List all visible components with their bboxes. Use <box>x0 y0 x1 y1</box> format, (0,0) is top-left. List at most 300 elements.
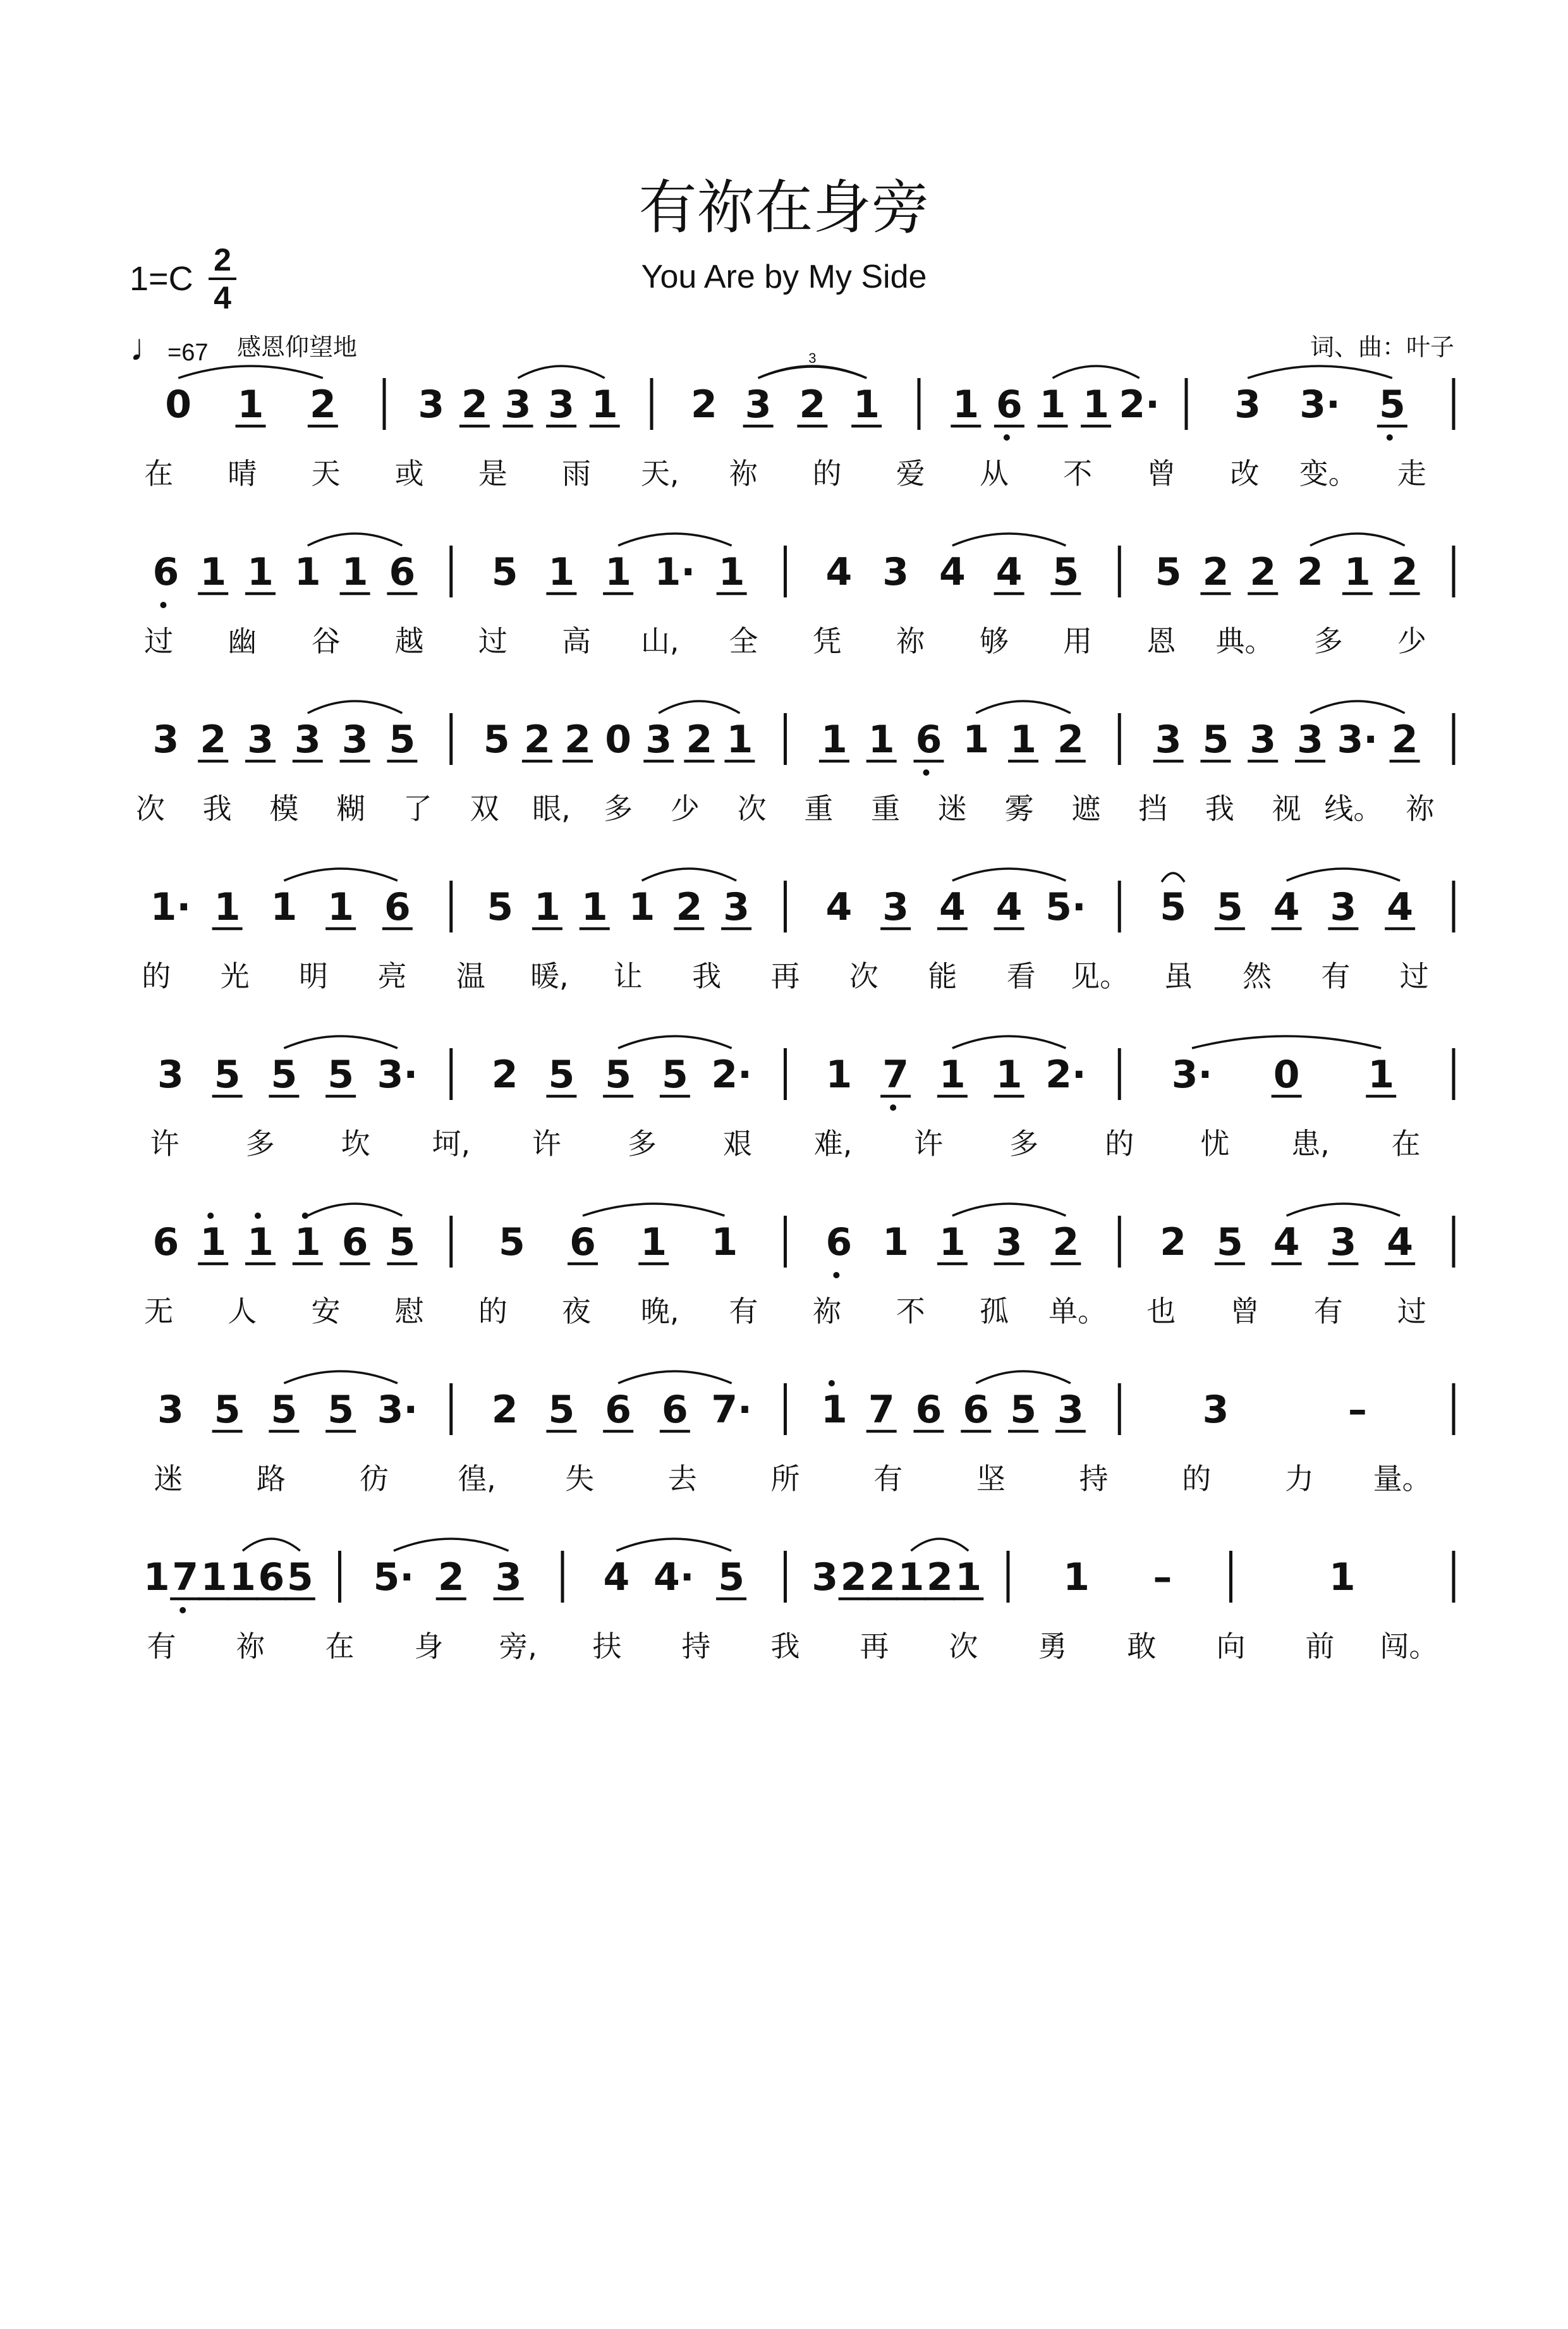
note: 1 <box>825 1053 853 1097</box>
lyric-syllable: 次 <box>849 959 878 993</box>
lyric-syllable: 典。 <box>1215 624 1274 658</box>
lyric-syllable: 无 <box>144 1294 174 1328</box>
lyric-syllable: 变。 <box>1299 456 1358 491</box>
note: 2 <box>524 718 550 762</box>
note: 1 <box>200 1220 227 1264</box>
note: 5 <box>327 1053 354 1097</box>
slur <box>394 1539 509 1551</box>
note: 4 <box>825 550 853 594</box>
key-signature: 1=C <box>130 260 193 298</box>
slur <box>911 1539 968 1551</box>
octave-dot-below <box>1004 434 1010 441</box>
octave-dot-above <box>302 1213 308 1219</box>
note: 1 <box>939 1220 966 1264</box>
note: 6 <box>825 1220 853 1264</box>
lyric-syllable: 多 <box>245 1127 275 1161</box>
lyric-syllable: 许 <box>914 1127 944 1161</box>
note: 3 <box>1330 1220 1357 1264</box>
note: 1 <box>341 550 368 594</box>
note: 4 <box>1273 885 1300 929</box>
lyric-syllable: 有 <box>1321 959 1351 993</box>
lyric-syllable: 过 <box>1399 959 1429 993</box>
slur <box>1310 701 1405 713</box>
note: 0 <box>605 718 631 762</box>
slur <box>284 1036 398 1048</box>
slur <box>284 1371 398 1383</box>
note: 0 <box>1273 1053 1300 1097</box>
slur <box>618 1371 732 1383</box>
note: 6 <box>152 1220 179 1264</box>
note: 3 <box>1297 718 1323 762</box>
lyric-syllable: 雾 <box>1004 792 1034 826</box>
slur <box>308 701 403 713</box>
lyric-syllable: 然 <box>1242 959 1272 993</box>
time-signature-bottom: 4 <box>214 280 231 315</box>
note: 4 <box>995 550 1023 594</box>
note: 1 <box>605 550 631 594</box>
lyric-syllable: 糊 <box>336 792 366 826</box>
note: 5 <box>1217 1220 1243 1264</box>
note: 3 <box>811 1555 839 1599</box>
note: 2 <box>799 382 826 427</box>
lyric-syllable: 夜 <box>562 1294 592 1328</box>
lyric-syllable: 全 <box>729 624 758 658</box>
note: 1 <box>640 1220 667 1264</box>
slur <box>618 534 732 546</box>
lyric-syllable: 祢 <box>236 1629 265 1663</box>
lyric-syllable: 虽 <box>1164 959 1193 993</box>
note: 5 <box>487 885 514 929</box>
slur <box>616 1539 731 1551</box>
lyric-syllable: 了 <box>403 792 432 826</box>
lyric-syllable: 持 <box>681 1629 711 1663</box>
lyric-syllable: 够 <box>979 624 1009 658</box>
lyric-syllable: 过 <box>144 624 174 658</box>
lyric-syllable: 难, <box>813 1127 853 1161</box>
note: 1 <box>229 1555 256 1599</box>
note: 6 <box>569 1220 596 1264</box>
note: 3· <box>1171 1053 1213 1097</box>
note: 3 <box>341 718 368 762</box>
note: 5 <box>491 550 518 594</box>
lyric-syllable: 许 <box>532 1127 561 1161</box>
note: 3 <box>1202 1388 1229 1432</box>
note: 3 <box>1057 1388 1084 1432</box>
note: 4 <box>1387 1220 1413 1264</box>
note: 2 <box>1202 550 1229 594</box>
lyric-syllable: 在 <box>144 456 174 491</box>
quarter-note-icon: ♩ <box>130 326 167 369</box>
lyric-syllable: 见。 <box>1071 959 1129 993</box>
note: 1 <box>1039 382 1066 427</box>
slur <box>1248 366 1392 378</box>
note: 2 <box>691 382 717 427</box>
slur <box>976 1371 1071 1383</box>
note: 2· <box>1119 382 1160 427</box>
lyric-syllable: 身 <box>414 1629 444 1663</box>
note: 3 <box>157 1388 184 1432</box>
lyric-syllable: 许 <box>150 1127 179 1161</box>
note: 2 <box>309 382 336 427</box>
lyric-syllable: 安 <box>311 1294 341 1328</box>
lyric-syllable: 是 <box>478 456 507 491</box>
lyric-syllable: 高 <box>562 624 592 658</box>
lyric-syllable: 用 <box>1063 624 1093 658</box>
note: 6 <box>915 1388 942 1432</box>
lyric-syllable: 路 <box>257 1462 286 1496</box>
note: – <box>1153 1555 1172 1599</box>
lyric-syllable: 挡 <box>1138 792 1168 826</box>
time-signature-top: 2 <box>214 242 231 278</box>
lyric-syllable: 人 <box>228 1294 257 1328</box>
lyric-syllable: 持 <box>1079 1462 1109 1496</box>
note: 1 <box>821 1388 848 1432</box>
note: 5 <box>214 1388 241 1432</box>
note: 1 <box>214 885 241 929</box>
slur <box>1287 1204 1401 1216</box>
lyric-syllable: 敢 <box>1127 1629 1157 1663</box>
lyric-syllable: 坷, <box>432 1127 471 1161</box>
note: 5 <box>662 1053 688 1097</box>
lyric-syllable: 也 <box>1146 1294 1176 1328</box>
note: 1 <box>143 1555 170 1599</box>
note: 3 <box>495 1555 522 1599</box>
lyric-syllable: 我 <box>692 959 722 993</box>
slur <box>642 869 737 881</box>
slur <box>178 366 323 378</box>
note: 2· <box>1045 1053 1086 1097</box>
lyric-syllable: 模 <box>269 792 299 826</box>
note: 1 <box>821 718 848 762</box>
note: 2 <box>1297 550 1323 594</box>
lyric-syllable: 过 <box>1397 1294 1426 1328</box>
note: 5 <box>327 1388 354 1432</box>
lyric-syllable: 患, <box>1291 1127 1330 1161</box>
note: 5· <box>373 1555 415 1599</box>
octave-dot-below <box>923 769 929 776</box>
lyric-syllable: 单。 <box>1048 1294 1107 1328</box>
note: 3 <box>294 718 321 762</box>
note: 7 <box>882 1053 909 1097</box>
expression-marking: 感恩仰望地 <box>237 333 358 361</box>
note: 5 <box>548 1053 575 1097</box>
note: 3 <box>995 1220 1023 1264</box>
note: 4 <box>1387 885 1413 929</box>
note: 4 <box>1273 1220 1300 1264</box>
note: 2 <box>927 1555 953 1599</box>
note: 6 <box>389 550 416 594</box>
note: 2 <box>491 1388 518 1432</box>
slur <box>518 366 605 378</box>
lyric-syllable: 不 <box>1063 456 1093 491</box>
note: 2 <box>461 382 488 427</box>
slur <box>952 1204 1066 1216</box>
note: 1 <box>327 885 354 929</box>
lyric-syllable: 晚, <box>640 1294 679 1328</box>
note: 1 <box>853 382 880 427</box>
note: 1 <box>1083 382 1109 427</box>
lyric-syllable: 温 <box>456 959 485 993</box>
lyric-syllable: 有 <box>873 1462 903 1496</box>
note: 4 <box>939 885 966 929</box>
note: 3· <box>377 1388 418 1432</box>
octave-dot-below <box>160 602 166 608</box>
lyric-syllable: 让 <box>613 959 643 993</box>
lyric-syllable: 力 <box>1284 1462 1314 1496</box>
lyric-syllable: 慰 <box>394 1294 424 1328</box>
lyric-syllable: 的 <box>142 959 171 993</box>
note: 1 <box>955 1555 982 1599</box>
lyric-syllable: 忧 <box>1200 1127 1230 1161</box>
lyric-syllable: 再 <box>860 1629 889 1663</box>
note: 1 <box>897 1555 925 1599</box>
note: 2 <box>686 718 713 762</box>
lyric-syllable: 不 <box>896 1294 925 1328</box>
note: 1 <box>711 1220 738 1264</box>
note: 2 <box>491 1053 518 1097</box>
note: 1 <box>718 550 745 594</box>
fermata-icon <box>1162 873 1184 882</box>
note: 3 <box>882 550 909 594</box>
note: 3 <box>152 718 179 762</box>
note: 3 <box>157 1053 184 1097</box>
note: 3 <box>1155 718 1182 762</box>
note: 7· <box>711 1388 752 1432</box>
slur <box>243 1539 300 1551</box>
note: 6 <box>384 885 411 929</box>
song-subtitle: You Are by My Side <box>641 259 927 295</box>
note: 1· <box>150 885 191 929</box>
note: 1 <box>1063 1555 1090 1599</box>
note: 5 <box>498 1220 525 1264</box>
note: 2· <box>711 1053 752 1097</box>
note: 1 <box>548 550 575 594</box>
note: 0 <box>165 382 192 427</box>
note: 6 <box>963 1388 990 1432</box>
note: 1 <box>270 885 298 929</box>
lyric-syllable: 线。 <box>1324 792 1383 826</box>
lyric-syllable: 次 <box>949 1629 978 1663</box>
note: 1 <box>995 1053 1023 1097</box>
lyric-syllable: 曾 <box>1230 1294 1260 1328</box>
slur <box>1192 1036 1381 1048</box>
slur <box>618 1036 732 1048</box>
note: 6 <box>996 382 1023 427</box>
note: 5 <box>1052 550 1079 594</box>
note: 3 <box>1234 382 1261 427</box>
lyric-syllable: 我 <box>202 792 232 826</box>
lyric-syllable: 坎 <box>341 1127 370 1161</box>
slur <box>952 1036 1066 1048</box>
slur <box>308 534 403 546</box>
lyric-syllable: 彷 <box>359 1462 389 1496</box>
note: 2 <box>869 1555 896 1599</box>
tuplet-number: 3 <box>808 350 817 366</box>
lyric-syllable: 天, <box>640 456 679 491</box>
lyric-syllable: 暖, <box>530 959 569 993</box>
lyric-syllable: 祢 <box>812 1294 842 1328</box>
lyric-syllable: 的 <box>812 456 842 491</box>
lyric-syllable: 量。 <box>1373 1462 1431 1496</box>
lyric-syllable: 我 <box>1205 792 1234 826</box>
slur <box>284 869 398 881</box>
lyric-syllable: 曾 <box>1146 456 1176 491</box>
note: 1 <box>534 885 561 929</box>
lyric-syllable: 幽 <box>228 624 257 658</box>
note: 4 <box>603 1555 630 1599</box>
lyric-syllable: 看 <box>1006 959 1036 993</box>
note: 5 <box>1155 550 1182 594</box>
note: 3 <box>645 718 672 762</box>
lyric-syllable: 有 <box>729 1294 758 1328</box>
note: 6 <box>341 1220 368 1264</box>
note: 7 <box>868 1388 895 1432</box>
note: 5 <box>1202 718 1229 762</box>
note: 7 <box>172 1555 198 1599</box>
octave-dot-below <box>1387 434 1393 441</box>
note: 5 <box>270 1053 298 1097</box>
lyric-syllable: 重 <box>871 792 901 826</box>
note: 5 <box>548 1388 575 1432</box>
lyric-syllable: 少 <box>670 792 700 826</box>
note: 2 <box>1160 1220 1186 1264</box>
note: 3 <box>744 382 772 427</box>
note: 3· <box>1337 718 1378 762</box>
lyric-syllable: 失 <box>565 1462 595 1496</box>
note: – <box>1347 1388 1367 1432</box>
lyric-syllable: 亮 <box>377 959 407 993</box>
note: 5 <box>1010 1388 1036 1432</box>
slur <box>1310 534 1405 546</box>
lyric-syllable: 祢 <box>729 456 758 491</box>
note: 3 <box>247 718 274 762</box>
note: 1 <box>1344 550 1371 594</box>
note: 3 <box>418 382 445 427</box>
lyric-syllable: 凭 <box>812 624 842 658</box>
lyric-syllable: 晴 <box>228 456 257 491</box>
lyric-syllable: 我 <box>770 1629 800 1663</box>
lyric-syllable: 少 <box>1397 624 1426 658</box>
tempo-value: =67 <box>167 339 209 366</box>
lyric-syllable: 前 <box>1305 1629 1335 1663</box>
tuplet-bracket <box>758 367 867 378</box>
lyric-syllable: 在 <box>325 1629 355 1663</box>
note: 1 <box>247 550 274 594</box>
note: 2 <box>200 718 227 762</box>
song-title: 有祢在身旁 <box>638 174 930 241</box>
lyric-syllable: 视 <box>1272 792 1301 826</box>
lyric-syllable: 孤 <box>979 1294 1009 1328</box>
note: 5 <box>483 718 510 762</box>
slur <box>1287 869 1401 881</box>
note: 1 <box>882 1220 909 1264</box>
note: 5 <box>605 1053 631 1097</box>
lyric-syllable: 有 <box>1313 1294 1343 1328</box>
lyric-syllable: 多 <box>627 1127 657 1161</box>
lyric-syllable: 再 <box>770 959 800 993</box>
slur <box>1053 366 1140 378</box>
note: 2 <box>1391 550 1418 594</box>
lyric-syllable: 越 <box>394 624 424 658</box>
lyric-syllable: 雨 <box>562 456 592 491</box>
lyric-syllable: 眼, <box>532 792 571 826</box>
note: 1 <box>868 718 895 762</box>
note: 2 <box>676 885 703 929</box>
lyric-syllable: 从 <box>979 456 1009 491</box>
note: 2 <box>1249 550 1277 594</box>
note: 1 <box>591 382 618 427</box>
note: 2 <box>564 718 591 762</box>
lyric-syllable: 恩 <box>1146 624 1176 658</box>
slur <box>308 1204 403 1216</box>
octave-dot-above <box>207 1213 214 1219</box>
note: 2 <box>1057 718 1084 762</box>
note: 5 <box>389 718 416 762</box>
note: 1 <box>200 1555 228 1599</box>
note: 3· <box>377 1053 418 1097</box>
note: 3 <box>1249 718 1277 762</box>
lyric-syllable: 多 <box>1009 1127 1039 1161</box>
lyric-syllable: 爱 <box>896 456 925 491</box>
lyric-syllable: 过 <box>478 624 507 658</box>
note: 2 <box>1052 1220 1079 1264</box>
note: 5 <box>214 1053 241 1097</box>
note: 3 <box>548 382 574 427</box>
lyric-syllable: 走 <box>1397 456 1426 491</box>
lyric-syllable: 迷 <box>154 1462 183 1496</box>
note: 1 <box>628 885 655 929</box>
lyric-syllable: 次 <box>135 792 165 826</box>
note: 1 <box>1368 1053 1395 1097</box>
note: 1 <box>200 550 227 594</box>
lyric-syllable: 勇 <box>1038 1629 1067 1663</box>
octave-dot-below <box>833 1272 839 1278</box>
lyric-syllable: 多 <box>604 792 633 826</box>
slur <box>659 701 739 713</box>
lyric-syllable: 去 <box>667 1462 697 1496</box>
lyric-syllable: 多 <box>1313 624 1343 658</box>
lyric-syllable: 扶 <box>592 1629 622 1663</box>
lyric-syllable: 祢 <box>896 624 925 658</box>
lyric-syllable: 有 <box>147 1629 176 1663</box>
note: 4 <box>939 550 966 594</box>
note: 1· <box>654 550 696 594</box>
lyric-syllable: 迷 <box>937 792 967 826</box>
note: 4 <box>995 885 1023 929</box>
lyric-syllable: 艰 <box>722 1127 752 1161</box>
lyric-syllable: 天 <box>311 456 341 491</box>
credits: 词、曲：叶子 <box>1310 333 1454 361</box>
lyric-syllable: 或 <box>394 456 424 491</box>
note: 5 <box>1217 885 1243 929</box>
lyric-syllable: 所 <box>770 1462 800 1496</box>
lyric-syllable: 坚 <box>976 1462 1006 1496</box>
note: 5· <box>1045 885 1086 929</box>
lyric-syllable: 的 <box>1182 1462 1212 1496</box>
lyric-syllable: 旁, <box>499 1629 537 1663</box>
slur <box>952 534 1066 546</box>
note: 3 <box>1330 885 1357 929</box>
note: 5 <box>389 1220 416 1264</box>
note: 1 <box>581 885 608 929</box>
octave-dot-above <box>829 1380 835 1386</box>
lyric-syllable: 明 <box>299 959 329 993</box>
lyric-syllable: 重 <box>804 792 834 826</box>
note: 1 <box>294 550 321 594</box>
note: 1 <box>294 1220 321 1264</box>
lyric-syllable: 徨, <box>458 1462 496 1496</box>
note: 1 <box>939 1053 966 1097</box>
